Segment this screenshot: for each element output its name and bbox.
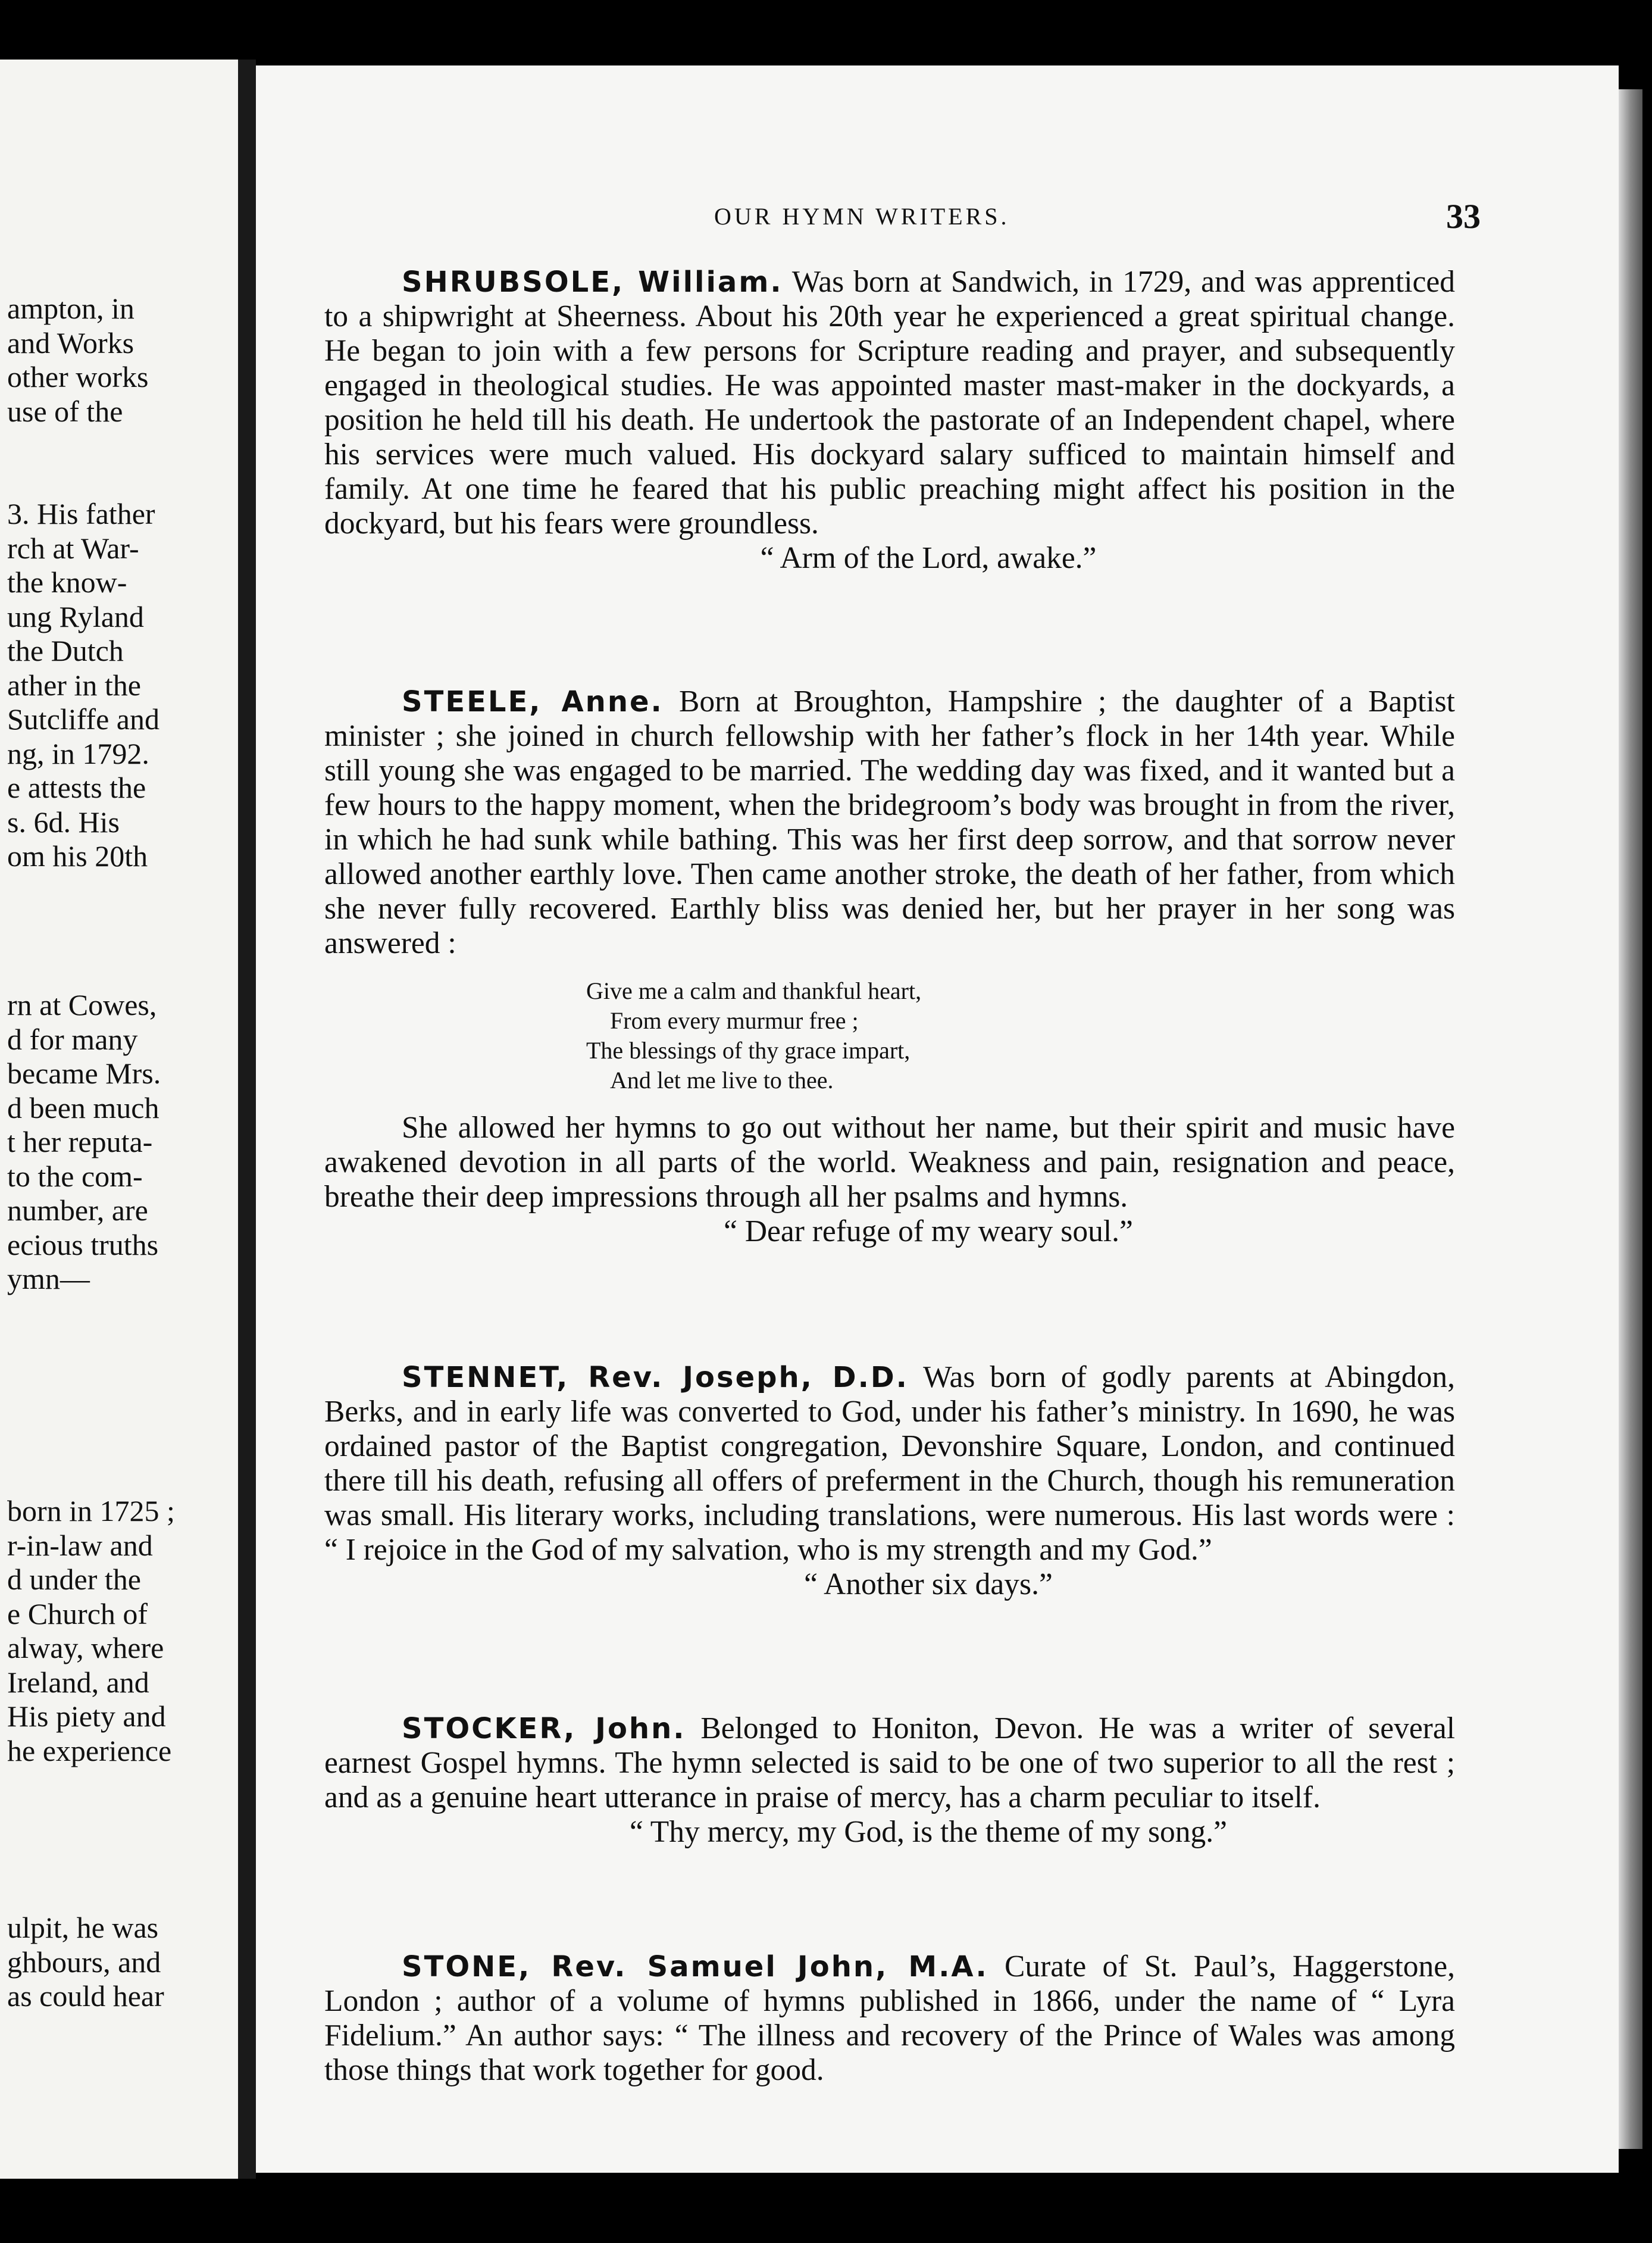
entry-headword: STENNET, Rev. Joseph, D.D.: [402, 1361, 909, 1394]
left-line: the Dutch: [7, 634, 124, 667]
entry-body: [324, 685, 1455, 961]
hymn-title: “ Thy mercy, my God, is the theme of my song.”: [629, 1815, 1228, 1849]
verse-line: The blessings of thy grace impart,: [586, 1037, 911, 1064]
verse-line: Give me a calm and thankful heart,: [586, 977, 922, 1004]
left-line: other works: [7, 360, 149, 393]
entry-body: [324, 1950, 1455, 2088]
left-line: use of the: [7, 394, 123, 428]
entry-headword: STONE, Rev. Samuel John, M.A.: [402, 1950, 988, 1983]
left-fragment-4: [7, 1494, 238, 1768]
entry-steele: [324, 685, 1455, 1249]
entry-shrubsole: [324, 265, 1455, 576]
entry-headword: SHRUBSOLE, William.: [402, 265, 783, 299]
left-line: the know-: [7, 566, 127, 599]
left-page-fragment: [0, 60, 238, 2179]
left-line: d under the: [7, 1563, 141, 1596]
left-fragment-5: [7, 1911, 238, 2014]
left-line: as could hear: [7, 1979, 164, 2013]
left-line: Sutcliffe and: [7, 702, 159, 736]
page-number: 33: [1446, 197, 1481, 236]
right-page: [256, 65, 1619, 2173]
left-line: His piety and: [7, 1700, 166, 1733]
left-line: ather in the: [7, 668, 141, 702]
verse-line: And let me live to thee.: [610, 1067, 834, 1094]
left-line: t her reputa-: [7, 1125, 153, 1158]
left-line: 3. His father: [7, 497, 155, 530]
left-line: r-in-law and: [7, 1528, 153, 1562]
left-line: became Mrs.: [7, 1057, 161, 1090]
entry-headword: STEELE, Anne.: [402, 685, 664, 718]
verse-quotation: [324, 976, 1455, 1095]
entry-text: Was born of godly parents at Abingdon, Berks, and in early life was converted to God, under his father’s ministry. In 1690, he was ordained pastor of the Baptist congregation, Devonshire Square, London, and continued there till his death, refusing all offers of preferment in the Church, though his remuneration was small. His literary works, including translations, were numerous. His last words were : “ I rejoice in the God of my salvation, who is my strength and my God.”: [324, 1360, 1455, 1567]
entry-stocker: [324, 1711, 1455, 1850]
entry-text: Belonged to Honiton, Devon. He was a writer of several earnest Gospel hymns. The hymn selected is said to be one of two superior to all the rest ; and as a genuine heart utterance in praise of mercy, has a charm peculiar to itself.: [324, 1711, 1456, 1814]
left-line: ecious truths: [7, 1227, 159, 1261]
left-line: d been much: [7, 1091, 159, 1124]
left-line: he experience: [7, 1733, 172, 1767]
left-line: alway, where: [7, 1631, 164, 1664]
left-line: ampton, in: [7, 292, 134, 325]
left-line: and Works: [7, 326, 134, 360]
left-line: om his 20th: [7, 839, 148, 873]
left-line: ng, in 1792.: [7, 736, 149, 770]
book-gutter: [238, 60, 256, 2179]
entry-stone: [324, 1950, 1455, 2088]
left-fragment-2: [7, 497, 238, 874]
running-head: OUR HYMN WRITERS.: [714, 203, 1010, 230]
left-fragment-3: [7, 988, 238, 1297]
entry-body: [324, 1360, 1455, 1567]
page-edge: [1619, 89, 1642, 2149]
entry-body: [324, 1711, 1455, 1815]
left-line: rn at Cowes,: [7, 988, 157, 1021]
entry-body: [324, 265, 1455, 541]
left-line: to the com-: [7, 1159, 143, 1193]
left-line: born in 1725 ;: [7, 1494, 175, 1527]
entry-text: Was born at Sandwich, in 1729, and was apprenticed to a shipwright at Sheerness. About his 20th year he experienced a great spiritual change. He began to join with a few persons for Scripture reading and prayer, and subsequently engaged in theological studies. He was appointed master mast-maker in the dockyards, a position he held till his death. He undertook the pastorate of an Independent chapel, where his services were much valued. His dockyard salary sufficed to maintain himself and family. At one time he feared that his public preaching might affect his position in the dockyard, but his fears were groundless.: [324, 265, 1455, 541]
left-line: rch at War-: [7, 531, 139, 565]
left-line: ghbours, and: [7, 1945, 161, 1979]
left-line: ulpit, he was: [7, 1911, 159, 1944]
entry-text-continued: She allowed her hymns to go out without her name, but their spirit and music have awakened devotion in all parts of the world. Weakness and pain, resignation and peace, breathe their deep impressions through all her psalms and hymns.: [324, 1111, 1455, 1214]
left-line: number, are: [7, 1194, 148, 1227]
entry-text: Curate of St. Paul’s, Haggerstone, London ; author of a volume of hymns published in 1866, under the name of “ Lyra Fidelium.” An author says: “ The illness and recovery of the Prince of Wales was among those things that work together for good.: [324, 1950, 1456, 2087]
entry-stennet: [324, 1360, 1455, 1602]
hymn-title: “ Dear refuge of my weary soul.”: [724, 1214, 1133, 1248]
left-line: s. 6d. His: [7, 805, 120, 839]
hymn-title: “ Arm of the Lord, awake.”: [760, 541, 1097, 575]
verse-line: From every murmur free ;: [610, 1007, 859, 1034]
left-line: ung Ryland: [7, 599, 144, 633]
left-line: Ireland, and: [7, 1665, 149, 1699]
entry-text: Born at Broughton, Hampshire ; the daughter of a Baptist minister ; she joined in church fellowship with her father’s flock in her 14th year. While still young she was engaged to be married. The wedding day was fixed, and it wanted but a few hours to the happy moment, when the bridegroom’s body was brought in from the river, in which he had sunk while bathing. This was her first deep sorrow, and that sorrow never allowed another earthly love. Then came another stroke, the death of her father, from which she never fully recovered. Earthly bliss was denied her, but her prayer in her song was answered :: [324, 685, 1455, 960]
left-fragment-1: [7, 292, 238, 429]
left-line: e Church of: [7, 1597, 148, 1630]
left-line: ymn—: [7, 1262, 90, 1295]
left-line: d for many: [7, 1022, 138, 1056]
entry-headword: STOCKER, John.: [402, 1712, 686, 1745]
left-line: e attests the: [7, 771, 146, 804]
hymn-title: “ Another six days.”: [804, 1567, 1053, 1601]
